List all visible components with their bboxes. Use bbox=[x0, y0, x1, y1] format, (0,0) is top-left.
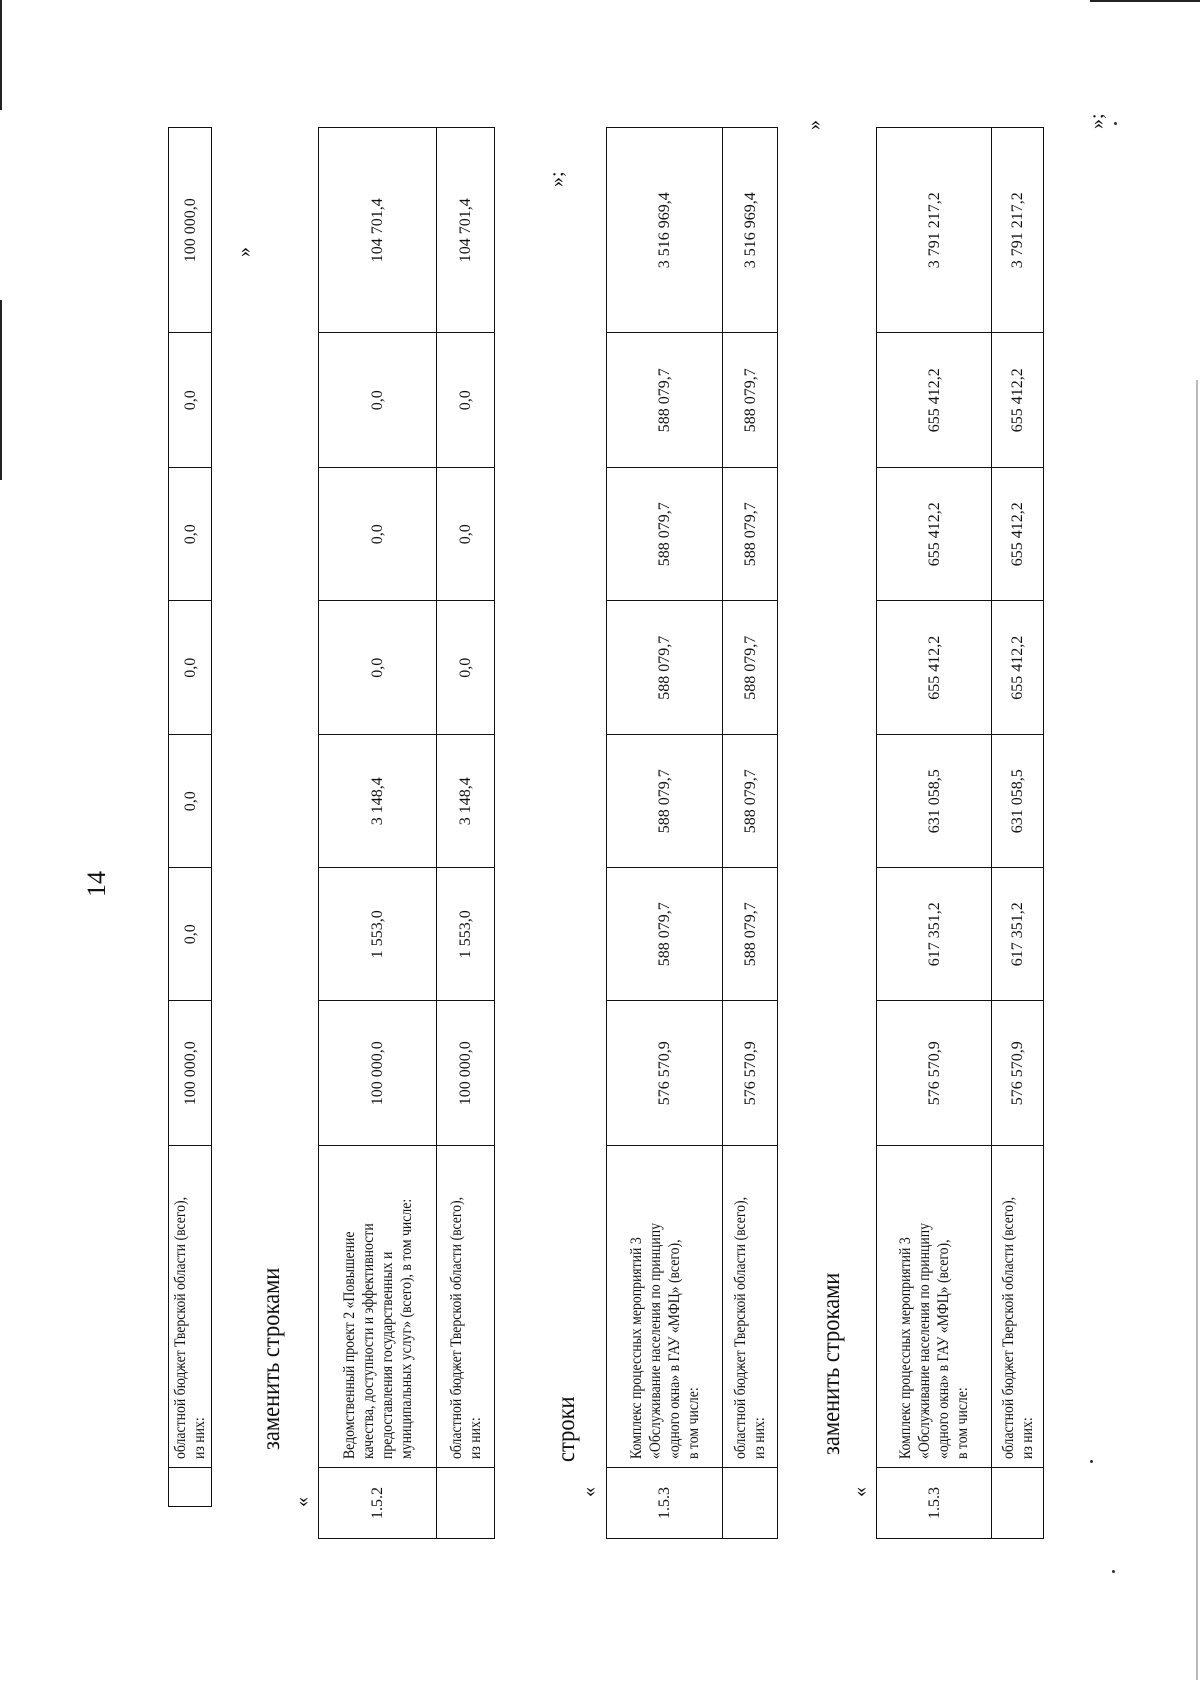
year-value-cell: 576 570,9 bbox=[877, 1001, 992, 1146]
year-value-cell: 576 570,9 bbox=[723, 1001, 778, 1146]
description-text: предоставления государственных и bbox=[378, 1251, 396, 1459]
description-text: Ведомственный проект 2 «Повышение bbox=[340, 1231, 358, 1459]
description-text: муниципальных услуг» (всего), в том числе: bbox=[397, 1198, 415, 1459]
year-value-cell: 3 148,4 bbox=[319, 735, 437, 868]
description-line bbox=[896, 1154, 915, 1459]
row-code-cell bbox=[169, 1468, 212, 1507]
instruction-replace-with-rows: заменить строками bbox=[258, 1267, 285, 1450]
description-text: Комплекс процессных мероприятий 3 bbox=[627, 1237, 645, 1459]
year-value-cell: 100 000,0 bbox=[319, 1001, 437, 1146]
year-value-cell: 588 079,7 bbox=[607, 735, 723, 868]
row-code-cell: 1.5.2 bbox=[319, 1468, 437, 1539]
year-value-cell: 1 553,0 bbox=[319, 868, 437, 1001]
description-line bbox=[1018, 1154, 1037, 1459]
row-description-cell bbox=[437, 1146, 495, 1468]
row-code-cell bbox=[723, 1468, 778, 1539]
description-line bbox=[466, 1154, 485, 1459]
year-value-cell: 0,0 bbox=[169, 601, 212, 735]
year-value-cell: 100 000,0 bbox=[437, 1001, 495, 1146]
description-line bbox=[627, 1154, 646, 1459]
description-line bbox=[731, 1154, 750, 1459]
row-description-cell bbox=[607, 1146, 723, 1468]
description-line bbox=[359, 1154, 378, 1459]
year-value-cell: 0,0 bbox=[169, 333, 212, 468]
table-row bbox=[169, 128, 212, 1507]
year-value-cell: 0,0 bbox=[319, 468, 437, 601]
total-value-cell: 104 701,4 bbox=[319, 128, 437, 333]
table-row bbox=[607, 128, 723, 1539]
description-text: областной бюджет Тверской области (всего), bbox=[447, 1196, 465, 1459]
description-line bbox=[190, 1154, 209, 1459]
year-value-cell: 0,0 bbox=[169, 868, 212, 1001]
row-description-cell bbox=[169, 1146, 212, 1468]
description-text: Комплекс процессных мероприятий 3 bbox=[897, 1237, 914, 1459]
year-value-cell: 1 553,0 bbox=[437, 868, 495, 1001]
row-code-cell: 1.5.3 bbox=[877, 1468, 992, 1539]
instruction-replace-with-rows: заменить строками bbox=[818, 1272, 845, 1455]
description-text: «Обслуживание населения по принципу bbox=[646, 1222, 664, 1459]
year-value-cell: 631 058,5 bbox=[877, 735, 992, 868]
opening-quote: « bbox=[849, 1487, 871, 1497]
table-row bbox=[723, 128, 778, 1539]
year-value-cell: 631 058,5 bbox=[992, 735, 1044, 868]
description-line bbox=[646, 1154, 665, 1459]
table-replacement-1-5-3 bbox=[876, 127, 1044, 1539]
year-value-cell: 655 412,2 bbox=[992, 333, 1044, 468]
year-value-cell: 100 000,0 bbox=[169, 1001, 212, 1146]
year-value-cell: 617 351,2 bbox=[877, 868, 992, 1001]
total-value-cell: 3 791 217,2 bbox=[992, 128, 1044, 333]
year-value-cell: 588 079,7 bbox=[723, 735, 778, 868]
row-code-cell: 1.5.3 bbox=[607, 1468, 723, 1539]
description-line bbox=[397, 1154, 416, 1459]
year-value-cell: 0,0 bbox=[169, 468, 212, 601]
instruction-rows: строки bbox=[553, 1396, 580, 1462]
year-value-cell: 0,0 bbox=[437, 333, 495, 468]
opening-quote: « bbox=[578, 1487, 600, 1497]
description-line bbox=[934, 1154, 953, 1459]
year-value-cell: 576 570,9 bbox=[607, 1001, 723, 1146]
year-value-cell: 588 079,7 bbox=[723, 468, 778, 601]
year-value-cell: 588 079,7 bbox=[607, 868, 723, 1001]
table-replacement-1-5-2 bbox=[318, 127, 495, 1539]
year-value-cell: 3 148,4 bbox=[437, 735, 495, 868]
table-row bbox=[437, 128, 495, 1539]
row-code-cell bbox=[437, 1468, 495, 1539]
table-previous-tail bbox=[168, 127, 212, 1507]
table-original-1-5-3 bbox=[606, 127, 778, 1539]
year-value-cell: 0,0 bbox=[319, 333, 437, 468]
description-text: «одного окна» в ГАУ «МФЦ» (всего), bbox=[935, 1239, 952, 1459]
description-text: качества, доступности и эффективности bbox=[359, 1223, 377, 1459]
year-value-cell: 588 079,7 bbox=[607, 601, 723, 735]
closing-quote: » bbox=[233, 247, 255, 257]
description-line bbox=[340, 1154, 359, 1459]
year-value-cell: 576 570,9 bbox=[992, 1001, 1044, 1146]
table-row bbox=[992, 128, 1044, 1539]
row-description-cell bbox=[723, 1146, 778, 1468]
total-value-cell: 104 701,4 bbox=[437, 128, 495, 333]
description-text: из них: bbox=[1018, 1417, 1036, 1459]
total-value-cell: 3 516 969,4 bbox=[723, 128, 778, 333]
year-value-cell: 655 412,2 bbox=[992, 468, 1044, 601]
row-description-cell bbox=[877, 1146, 992, 1468]
total-value-cell: 3 516 969,4 bbox=[607, 128, 723, 333]
year-value-cell: 655 412,2 bbox=[877, 601, 992, 735]
description-line bbox=[750, 1154, 769, 1459]
total-value-cell: 3 791 217,2 bbox=[877, 128, 992, 333]
description-line bbox=[665, 1154, 684, 1459]
description-text: «одного окна» в ГАУ «МФЦ» (всего), bbox=[665, 1239, 683, 1459]
closing-quote: » bbox=[803, 120, 825, 130]
page-number: 14 bbox=[82, 871, 111, 897]
year-value-cell: 0,0 bbox=[169, 735, 212, 868]
description-line bbox=[953, 1154, 972, 1459]
description-text: в том числе: bbox=[684, 1387, 702, 1459]
description-line bbox=[171, 1154, 190, 1459]
description-line bbox=[684, 1154, 703, 1459]
description-text: областной бюджет Тверской области (всего), bbox=[999, 1196, 1017, 1459]
description-line bbox=[915, 1154, 934, 1459]
description-text: областной бюджет Тверской области (всего), bbox=[172, 1196, 189, 1459]
year-value-cell: 588 079,7 bbox=[723, 333, 778, 468]
description-text: областной бюджет Тверской области (всего), bbox=[732, 1196, 749, 1459]
year-value-cell: 655 412,2 bbox=[877, 333, 992, 468]
year-value-cell: 655 412,2 bbox=[877, 468, 992, 601]
closing-quote-semicolon: »; bbox=[1086, 113, 1108, 129]
opening-quote: « bbox=[291, 1497, 313, 1507]
description-line bbox=[447, 1154, 466, 1459]
year-value-cell: 588 079,7 bbox=[607, 333, 723, 468]
table-row bbox=[877, 128, 992, 1539]
year-value-cell: 0,0 bbox=[319, 601, 437, 735]
total-value-cell: 100 000,0 bbox=[169, 128, 212, 333]
description-line bbox=[999, 1154, 1018, 1459]
description-text: из них: bbox=[466, 1417, 484, 1459]
year-value-cell: 655 412,2 bbox=[992, 601, 1044, 735]
table-row bbox=[319, 128, 437, 1539]
description-text: из них: bbox=[751, 1417, 768, 1459]
closing-quote-semicolon: »; bbox=[546, 171, 568, 187]
description-line bbox=[378, 1154, 397, 1459]
description-text: из них: bbox=[191, 1417, 208, 1459]
year-value-cell: 617 351,2 bbox=[992, 868, 1044, 1001]
year-value-cell: 588 079,7 bbox=[723, 868, 778, 1001]
description-text: «Обслуживание населения по принципу bbox=[916, 1222, 933, 1459]
row-code-cell bbox=[992, 1468, 1044, 1539]
year-value-cell: 0,0 bbox=[437, 601, 495, 735]
row-description-cell bbox=[319, 1146, 437, 1468]
row-description-cell bbox=[992, 1146, 1044, 1468]
year-value-cell: 588 079,7 bbox=[723, 601, 778, 735]
year-value-cell: 588 079,7 bbox=[607, 468, 723, 601]
year-value-cell: 0,0 bbox=[437, 468, 495, 601]
description-text: в том числе: bbox=[954, 1387, 971, 1459]
